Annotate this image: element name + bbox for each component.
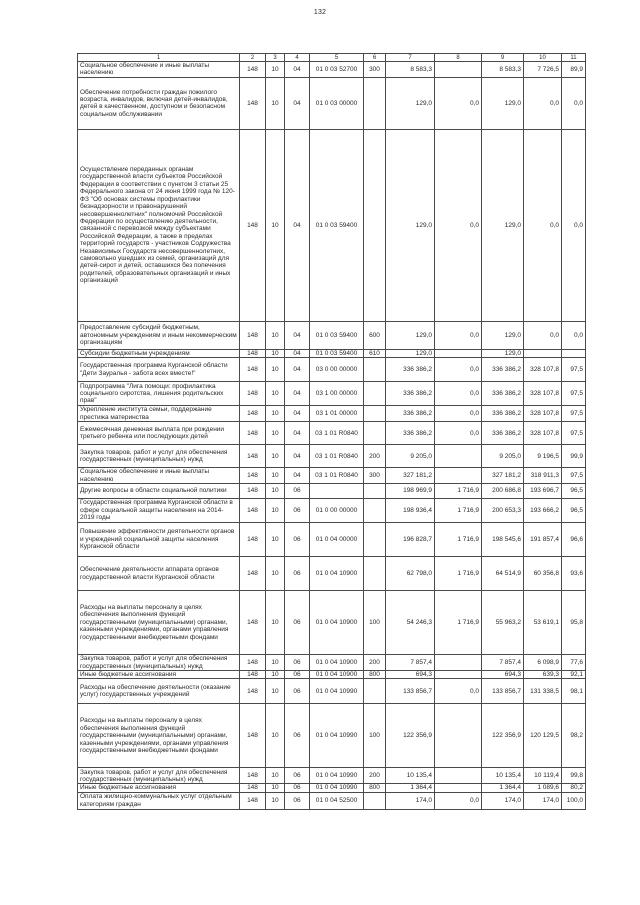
- cell-col-4: 06: [285, 704, 310, 768]
- row-name-cell: Предоставление субсидий бюджетным, автономным учреждениям и иным некоммерческим организациям: [78, 321, 240, 349]
- cell-col-4: 04: [285, 468, 310, 484]
- table-row: [78, 445, 586, 468]
- cell-col-11: [562, 349, 586, 357]
- cell-col-3: 10: [266, 679, 285, 704]
- cell-col-2: 148: [240, 768, 266, 784]
- table-row: [78, 704, 586, 768]
- cell-col-5: 01 0 03 59400: [310, 349, 364, 357]
- cell-col-4: 06: [285, 679, 310, 704]
- row-name-cell: Подпрограмма "Лига помощи: профилактика социального сиротства, лишения родительских прав": [78, 382, 240, 406]
- row-name-cell: Социальное обеспечение и иные выплаты населению: [78, 62, 240, 78]
- cell-col-7: 336 386,2: [386, 382, 435, 406]
- cell-col-11: 100,0: [562, 792, 586, 809]
- cell-col-10: 0,0: [524, 321, 562, 349]
- cell-col-9: 129,0: [482, 349, 524, 357]
- cell-col-10: 328 107,8: [524, 358, 562, 382]
- table-row: [78, 62, 586, 78]
- cell-col-7: 336 386,2: [386, 358, 435, 382]
- cell-col-5: 01 0 04 10900: [310, 655, 364, 671]
- cell-col-9: 7 857,4: [482, 655, 524, 671]
- cell-col-6: 800: [364, 671, 386, 679]
- cell-col-6: [364, 358, 386, 382]
- cell-col-8: [435, 784, 482, 792]
- cell-col-10: 7 726,5: [524, 62, 562, 78]
- cell-col-2: 148: [240, 129, 266, 321]
- cell-col-8: 0,0: [435, 77, 482, 129]
- table-row: [78, 557, 586, 591]
- cell-col-11: 0,0: [562, 129, 586, 321]
- cell-col-2: 148: [240, 321, 266, 349]
- cell-col-3: 10: [266, 499, 285, 523]
- cell-col-10: 328 107,8: [524, 382, 562, 406]
- cell-col-9: 200 653,3: [482, 499, 524, 523]
- cell-col-7: 1 364,4: [386, 784, 435, 792]
- cell-col-8: 0,0: [435, 792, 482, 809]
- cell-col-8: [435, 704, 482, 768]
- cell-col-3: 10: [266, 784, 285, 792]
- cell-col-5: 01 0 04 10990: [310, 768, 364, 784]
- cell-col-10: 193 666,2: [524, 499, 562, 523]
- table-row: [78, 792, 586, 809]
- table-row: [78, 523, 586, 557]
- cell-col-5: 01 0 04 00000: [310, 523, 364, 557]
- cell-col-7: 198 936,4: [386, 499, 435, 523]
- cell-col-10: 318 911,3: [524, 468, 562, 484]
- cell-col-3: 10: [266, 523, 285, 557]
- row-name-cell: Укрепление института семьи, поддержание престижа материнства: [78, 406, 240, 422]
- cell-col-4: 06: [285, 768, 310, 784]
- cell-col-2: 148: [240, 655, 266, 671]
- cell-col-9: 336 386,2: [482, 422, 524, 445]
- cell-col-4: 06: [285, 784, 310, 792]
- cell-col-7: 129,0: [386, 349, 435, 357]
- row-name-cell: Повышение эффективности деятельности органов и учреждений социальной защиты населения Курганской области: [78, 523, 240, 557]
- cell-col-4: 04: [285, 349, 310, 357]
- cell-col-10: 9 196,5: [524, 445, 562, 468]
- table-row: [78, 591, 586, 655]
- cell-col-7: 129,0: [386, 77, 435, 129]
- cell-col-8: [435, 655, 482, 671]
- cell-col-3: 10: [266, 704, 285, 768]
- cell-col-11: 89,9: [562, 62, 586, 78]
- cell-col-9: 55 963,2: [482, 591, 524, 655]
- cell-col-7: 129,0: [386, 321, 435, 349]
- cell-col-5: 01 0 03 52700: [310, 62, 364, 78]
- cell-col-7: 327 181,2: [386, 468, 435, 484]
- cell-col-2: 148: [240, 358, 266, 382]
- cell-col-4: 04: [285, 406, 310, 422]
- column-header-2: 2: [240, 54, 266, 62]
- cell-col-4: 04: [285, 321, 310, 349]
- budget-table: [77, 53, 586, 810]
- row-name-cell: Другие вопросы в области социальной политики: [78, 484, 240, 499]
- cell-col-5: 01 0 04 10900: [310, 591, 364, 655]
- cell-col-11: 80,2: [562, 784, 586, 792]
- cell-col-9: 8 583,3: [482, 62, 524, 78]
- cell-col-5: 01 0 04 52500: [310, 792, 364, 809]
- cell-col-6: 200: [364, 445, 386, 468]
- cell-col-6: [364, 523, 386, 557]
- cell-col-10: 1 089,6: [524, 784, 562, 792]
- cell-col-2: 148: [240, 406, 266, 422]
- cell-col-3: 10: [266, 792, 285, 809]
- cell-col-4: 04: [285, 422, 310, 445]
- row-name-cell: Расходы на выплаты персоналу в целях обеспечения выполнения функций государственными (муниципальными) органами, казенными учреждениями, органами управления государственными внебюджетными фондами: [78, 704, 240, 768]
- table-row: [78, 655, 586, 671]
- table-row: [78, 671, 586, 679]
- cell-col-11: 96,5: [562, 484, 586, 499]
- cell-col-3: 10: [266, 77, 285, 129]
- row-name-cell: Расходы на выплаты персоналу в целях обеспечения выполнения функций государственными (муниципальными) органами, казенными учреждениями, органами управления государственными внебюджетными фондами: [78, 591, 240, 655]
- cell-col-7: 196 828,7: [386, 523, 435, 557]
- cell-col-9: 174,0: [482, 792, 524, 809]
- cell-col-6: 600: [364, 321, 386, 349]
- cell-col-11: 99,9: [562, 445, 586, 468]
- table-row: [78, 382, 586, 406]
- cell-col-6: [364, 406, 386, 422]
- table-row: [78, 499, 586, 523]
- cell-col-11: 96,5: [562, 499, 586, 523]
- cell-col-8: 0,0: [435, 358, 482, 382]
- column-header-11: 11: [562, 54, 586, 62]
- cell-col-11: 97,5: [562, 382, 586, 406]
- table-row: [78, 468, 586, 484]
- cell-col-8: 1 716,9: [435, 499, 482, 523]
- cell-col-8: 1 716,9: [435, 557, 482, 591]
- cell-col-11: 97,5: [562, 406, 586, 422]
- cell-col-8: 0,0: [435, 679, 482, 704]
- header-row: [78, 54, 586, 62]
- cell-col-5: 01 0 00 00000: [310, 499, 364, 523]
- row-name-cell: Обеспечение потребности граждан пожилого возраста, инвалидов, включая детей-инвалидов, детей в качественном, доступном и безопасном социальном обслуживании: [78, 77, 240, 129]
- row-name-cell: Государственная программа Курганской области в сфере социальной защиты населения на 2014-2019 годы: [78, 499, 240, 523]
- cell-col-8: 1 716,9: [435, 591, 482, 655]
- cell-col-11: 95,8: [562, 591, 586, 655]
- cell-col-4: 04: [285, 358, 310, 382]
- cell-col-3: 10: [266, 591, 285, 655]
- cell-col-8: [435, 768, 482, 784]
- cell-col-11: 77,6: [562, 655, 586, 671]
- cell-col-8: [435, 445, 482, 468]
- cell-col-9: 9 205,0: [482, 445, 524, 468]
- cell-col-2: 148: [240, 704, 266, 768]
- cell-col-3: 10: [266, 358, 285, 382]
- cell-col-5: 03 1 01 R0840: [310, 422, 364, 445]
- cell-col-11: 98,1: [562, 679, 586, 704]
- cell-col-8: [435, 671, 482, 679]
- cell-col-7: 694,3: [386, 671, 435, 679]
- cell-col-6: 100: [364, 704, 386, 768]
- table-row: [78, 406, 586, 422]
- cell-col-10: 53 619,1: [524, 591, 562, 655]
- cell-col-7: 10 135,4: [386, 768, 435, 784]
- cell-col-11: 92,1: [562, 671, 586, 679]
- row-name-cell: Закупка товаров, работ и услуг для обеспечения государственных (муниципальных) нужд: [78, 445, 240, 468]
- cell-col-10: 60 356,8: [524, 557, 562, 591]
- cell-col-6: 200: [364, 655, 386, 671]
- cell-col-9: 336 386,2: [482, 358, 524, 382]
- table-row: [78, 77, 586, 129]
- cell-col-9: 133 856,7: [482, 679, 524, 704]
- column-header-8: 8: [435, 54, 482, 62]
- table-row: [78, 422, 586, 445]
- cell-col-2: 148: [240, 523, 266, 557]
- cell-col-10: [524, 349, 562, 357]
- cell-col-3: 10: [266, 406, 285, 422]
- cell-col-7: 336 386,2: [386, 406, 435, 422]
- cell-col-6: [364, 129, 386, 321]
- column-header-9: 9: [482, 54, 524, 62]
- cell-col-7: 336 386,2: [386, 422, 435, 445]
- cell-col-2: 148: [240, 671, 266, 679]
- cell-col-9: 336 386,2: [482, 406, 524, 422]
- cell-col-7: 7 857,4: [386, 655, 435, 671]
- table-row: [78, 358, 586, 382]
- cell-col-8: [435, 349, 482, 357]
- table-row: [78, 321, 586, 349]
- cell-col-4: 04: [285, 382, 310, 406]
- cell-col-9: 694,3: [482, 671, 524, 679]
- cell-col-11: 97,5: [562, 422, 586, 445]
- cell-col-6: 300: [364, 468, 386, 484]
- row-name-cell: Оплата жилищно-коммунальных услуг отдельным категориям граждан: [78, 792, 240, 809]
- cell-col-10: 120 129,5: [524, 704, 562, 768]
- cell-col-7: 174,0: [386, 792, 435, 809]
- cell-col-3: 10: [266, 129, 285, 321]
- cell-col-5: 01 0 04 10990: [310, 784, 364, 792]
- cell-col-4: 04: [285, 62, 310, 78]
- cell-col-6: [364, 679, 386, 704]
- cell-col-2: 148: [240, 349, 266, 357]
- cell-col-7: 198 969,9: [386, 484, 435, 499]
- column-header-3: 3: [266, 54, 285, 62]
- cell-col-5: 01 0 03 59400: [310, 129, 364, 321]
- cell-col-8: 0,0: [435, 382, 482, 406]
- cell-col-9: 129,0: [482, 129, 524, 321]
- cell-col-6: [364, 422, 386, 445]
- cell-col-6: [364, 382, 386, 406]
- cell-col-10: 0,0: [524, 77, 562, 129]
- column-header-1: 1: [78, 54, 240, 62]
- cell-col-7: 54 246,3: [386, 591, 435, 655]
- row-name-cell: Иные бюджетные ассигнования: [78, 784, 240, 792]
- cell-col-2: 148: [240, 792, 266, 809]
- cell-col-9: 198 545,6: [482, 523, 524, 557]
- cell-col-8: 1 716,9: [435, 523, 482, 557]
- cell-col-4: 04: [285, 445, 310, 468]
- table-row: [78, 768, 586, 784]
- table-row: [78, 679, 586, 704]
- cell-col-10: 639,3: [524, 671, 562, 679]
- cell-col-3: 10: [266, 768, 285, 784]
- row-name-cell: Закупка товаров, работ и услуг для обеспечения государственных (муниципальных) нужд: [78, 655, 240, 671]
- cell-col-7: 122 356,9: [386, 704, 435, 768]
- row-name-cell: Обеспечение деятельности аппарата органов государственной власти Курганской области: [78, 557, 240, 591]
- cell-col-4: 04: [285, 77, 310, 129]
- column-header-4: 4: [285, 54, 310, 62]
- cell-col-2: 148: [240, 445, 266, 468]
- cell-col-6: 200: [364, 768, 386, 784]
- cell-col-8: 1 716,9: [435, 484, 482, 499]
- cell-col-9: 129,0: [482, 321, 524, 349]
- table-row: [78, 484, 586, 499]
- page-number: 132: [313, 9, 327, 16]
- cell-col-8: [435, 62, 482, 78]
- cell-col-11: 97,5: [562, 468, 586, 484]
- cell-col-9: 122 356,9: [482, 704, 524, 768]
- cell-col-2: 148: [240, 62, 266, 78]
- cell-col-5: 01 0 04 10990: [310, 704, 364, 768]
- cell-col-7: 9 205,0: [386, 445, 435, 468]
- cell-col-3: 10: [266, 382, 285, 406]
- column-header-6: 6: [364, 54, 386, 62]
- cell-col-5: 01 0 03 00000: [310, 77, 364, 129]
- cell-col-2: 148: [240, 591, 266, 655]
- cell-col-6: 800: [364, 784, 386, 792]
- row-name-cell: Субсидии бюджетным учреждениям: [78, 349, 240, 357]
- cell-col-9: 129,0: [482, 77, 524, 129]
- cell-col-4: 06: [285, 591, 310, 655]
- cell-col-2: 148: [240, 382, 266, 406]
- cell-col-5: 01 0 04 10990: [310, 679, 364, 704]
- row-name-cell: Государственная программа Курганской области "Дети Зауралья - забота всех вместе!": [78, 358, 240, 382]
- cell-col-2: 148: [240, 77, 266, 129]
- column-header-5: 5: [310, 54, 364, 62]
- cell-col-5: 03 1 01 00000: [310, 406, 364, 422]
- cell-col-3: 10: [266, 62, 285, 78]
- cell-col-3: 10: [266, 468, 285, 484]
- row-name-cell: Иные бюджетные ассигнования: [78, 671, 240, 679]
- cell-col-11: 0,0: [562, 321, 586, 349]
- cell-col-10: 0,0: [524, 129, 562, 321]
- cell-col-4: 06: [285, 655, 310, 671]
- cell-col-3: 10: [266, 484, 285, 499]
- cell-col-11: 96,6: [562, 523, 586, 557]
- cell-col-3: 10: [266, 557, 285, 591]
- cell-col-3: 10: [266, 422, 285, 445]
- cell-col-6: [364, 557, 386, 591]
- cell-col-9: 327 181,2: [482, 468, 524, 484]
- cell-col-6: [364, 77, 386, 129]
- cell-col-11: 0,0: [562, 77, 586, 129]
- cell-col-4: 06: [285, 523, 310, 557]
- cell-col-7: 133 856,7: [386, 679, 435, 704]
- cell-col-4: 06: [285, 671, 310, 679]
- cell-col-5: 01 0 03 59400: [310, 321, 364, 349]
- cell-col-6: [364, 499, 386, 523]
- cell-col-8: 0,0: [435, 406, 482, 422]
- row-name-cell: Расходы на обеспечение деятельности (оказание услуг) государственных учреждений: [78, 679, 240, 704]
- cell-col-10: 6 098,9: [524, 655, 562, 671]
- cell-col-5: 03 1 01 R0840: [310, 445, 364, 468]
- table-body: [78, 54, 586, 810]
- cell-col-2: 148: [240, 422, 266, 445]
- cell-col-10: 328 107,8: [524, 422, 562, 445]
- cell-col-3: 10: [266, 445, 285, 468]
- cell-col-10: 131 338,5: [524, 679, 562, 704]
- cell-col-5: [310, 484, 364, 499]
- cell-col-3: 10: [266, 671, 285, 679]
- cell-col-5: 01 0 04 10900: [310, 671, 364, 679]
- cell-col-9: 10 135,4: [482, 768, 524, 784]
- cell-col-8: 0,0: [435, 129, 482, 321]
- cell-col-7: 62 798,0: [386, 557, 435, 591]
- cell-col-10: 191 857,4: [524, 523, 562, 557]
- cell-col-4: 06: [285, 499, 310, 523]
- cell-col-9: 336 386,2: [482, 382, 524, 406]
- column-header-7: 7: [386, 54, 435, 62]
- table-row: [78, 784, 586, 792]
- cell-col-5: 01 0 04 10900: [310, 557, 364, 591]
- cell-col-4: 04: [285, 129, 310, 321]
- row-name-cell: Ежемесячная денежная выплата при рождении третьего ребенка или последующих детей: [78, 422, 240, 445]
- cell-col-6: 100: [364, 591, 386, 655]
- cell-col-2: 148: [240, 499, 266, 523]
- cell-col-11: 98,2: [562, 704, 586, 768]
- cell-col-6: 610: [364, 349, 386, 357]
- cell-col-10: 174,0: [524, 792, 562, 809]
- cell-col-2: 148: [240, 557, 266, 591]
- cell-col-5: 03 1 01 R0840: [310, 468, 364, 484]
- cell-col-3: 10: [266, 349, 285, 357]
- table-row: [78, 129, 586, 321]
- cell-col-11: 99,8: [562, 768, 586, 784]
- cell-col-2: 148: [240, 468, 266, 484]
- cell-col-5: 03 0 00 00000: [310, 358, 364, 382]
- cell-col-3: 10: [266, 655, 285, 671]
- table-row: [78, 349, 586, 357]
- cell-col-11: 93,6: [562, 557, 586, 591]
- cell-col-4: 06: [285, 557, 310, 591]
- column-header-10: 10: [524, 54, 562, 62]
- cell-col-7: 129,0: [386, 129, 435, 321]
- cell-col-8: 0,0: [435, 422, 482, 445]
- cell-col-8: [435, 468, 482, 484]
- cell-col-8: 0,0: [435, 321, 482, 349]
- cell-col-9: 64 514,9: [482, 557, 524, 591]
- cell-col-10: 193 696,7: [524, 484, 562, 499]
- cell-col-6: [364, 484, 386, 499]
- cell-col-4: 06: [285, 484, 310, 499]
- cell-col-6: [364, 792, 386, 809]
- cell-col-11: 97,5: [562, 358, 586, 382]
- cell-col-4: 06: [285, 792, 310, 809]
- cell-col-9: 200 686,8: [482, 484, 524, 499]
- cell-col-7: 8 583,3: [386, 62, 435, 78]
- cell-col-5: 03 1 00 00000: [310, 382, 364, 406]
- cell-col-6: 300: [364, 62, 386, 78]
- cell-col-10: 328 107,8: [524, 406, 562, 422]
- cell-col-2: 148: [240, 679, 266, 704]
- cell-col-9: 1 364,4: [482, 784, 524, 792]
- cell-col-2: 148: [240, 784, 266, 792]
- cell-col-10: 10 119,4: [524, 768, 562, 784]
- cell-col-3: 10: [266, 321, 285, 349]
- row-name-cell: Закупка товаров, работ и услуг для обеспечения государственных (муниципальных) нужд: [78, 768, 240, 784]
- cell-col-2: 148: [240, 484, 266, 499]
- row-name-cell: Социальное обеспечение и иные выплаты населению: [78, 468, 240, 484]
- row-name-cell: Осуществление переданных органам государственной власти субъектов Российской Федерации в соответствии с пунктом 3 статьи 25 Федерального закона от 24 июня 1999 года № 120-ФЗ "Об основах системы профилактики безнадзорности и правонарушений несовершеннолетних" полномочий Российской Федерации по осуществлению деятельности, связанной с перевозкой между субъектами Российской Федерации, а также в пределах территорий государств - участников Содружества Независимых Государств несовершеннолетних, самовольно ушедших из семей, организаций для детей-сирот и детей, оставшихся без попечения родителей, образовательных организаций и иных организаций: [78, 129, 240, 321]
